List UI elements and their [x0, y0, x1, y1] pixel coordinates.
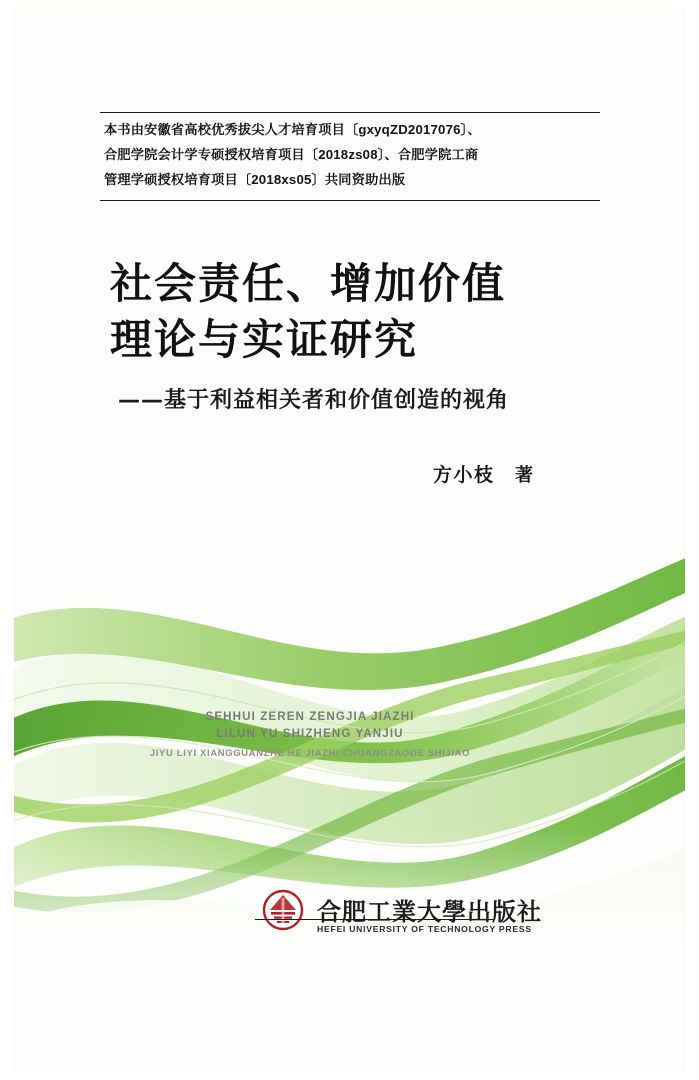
book-title-line-1: 社会责任、增加价值 [110, 259, 507, 308]
funding-note-line-3: 管理学硕授权培育项目〔2018xs05〕共同资助出版 [104, 172, 406, 187]
book-title-line-2: 理论与实证研究 [110, 315, 419, 364]
pinyin-title-block [100, 708, 520, 761]
university-seal-icon [255, 888, 311, 936]
title-block [110, 256, 630, 416]
book-subtitle: ——基于利益相关者和价值创造的视角 [118, 388, 510, 413]
pinyin-line-3: JIYU LIYI XIANGGUANZHE HE JIAZHI CHUANGZAODE SHIJIAO [149, 747, 471, 758]
author-row [110, 460, 630, 487]
author-role-label: 著 [515, 465, 534, 486]
pinyin-line-2: LILUN YU SHIZHENG YANJIU [216, 727, 404, 740]
pinyin-line-1: SEHHUI ZEREN ZENGJIA JIAZHI [205, 710, 415, 723]
funding-note-line-1: 本书由安徽省高校优秀拔尖人才培育项目〔gxyqZD2017076〕、 [104, 122, 481, 137]
cover-canvas [14, 8, 685, 1072]
publisher-block [255, 888, 542, 950]
author-name: 方小枝 [433, 464, 495, 486]
funding-note-box [100, 112, 600, 201]
publisher-name-cn: 合肥工業大學出版社 [317, 898, 542, 926]
funding-note-line-2: 合肥学院会计学专硕授权培育项目〔2018zs08〕、合肥学院工商 [104, 147, 479, 162]
publisher-name-en: HEFEI UNIVERSITY OF TECHNOLOGY PRESS [317, 924, 532, 934]
